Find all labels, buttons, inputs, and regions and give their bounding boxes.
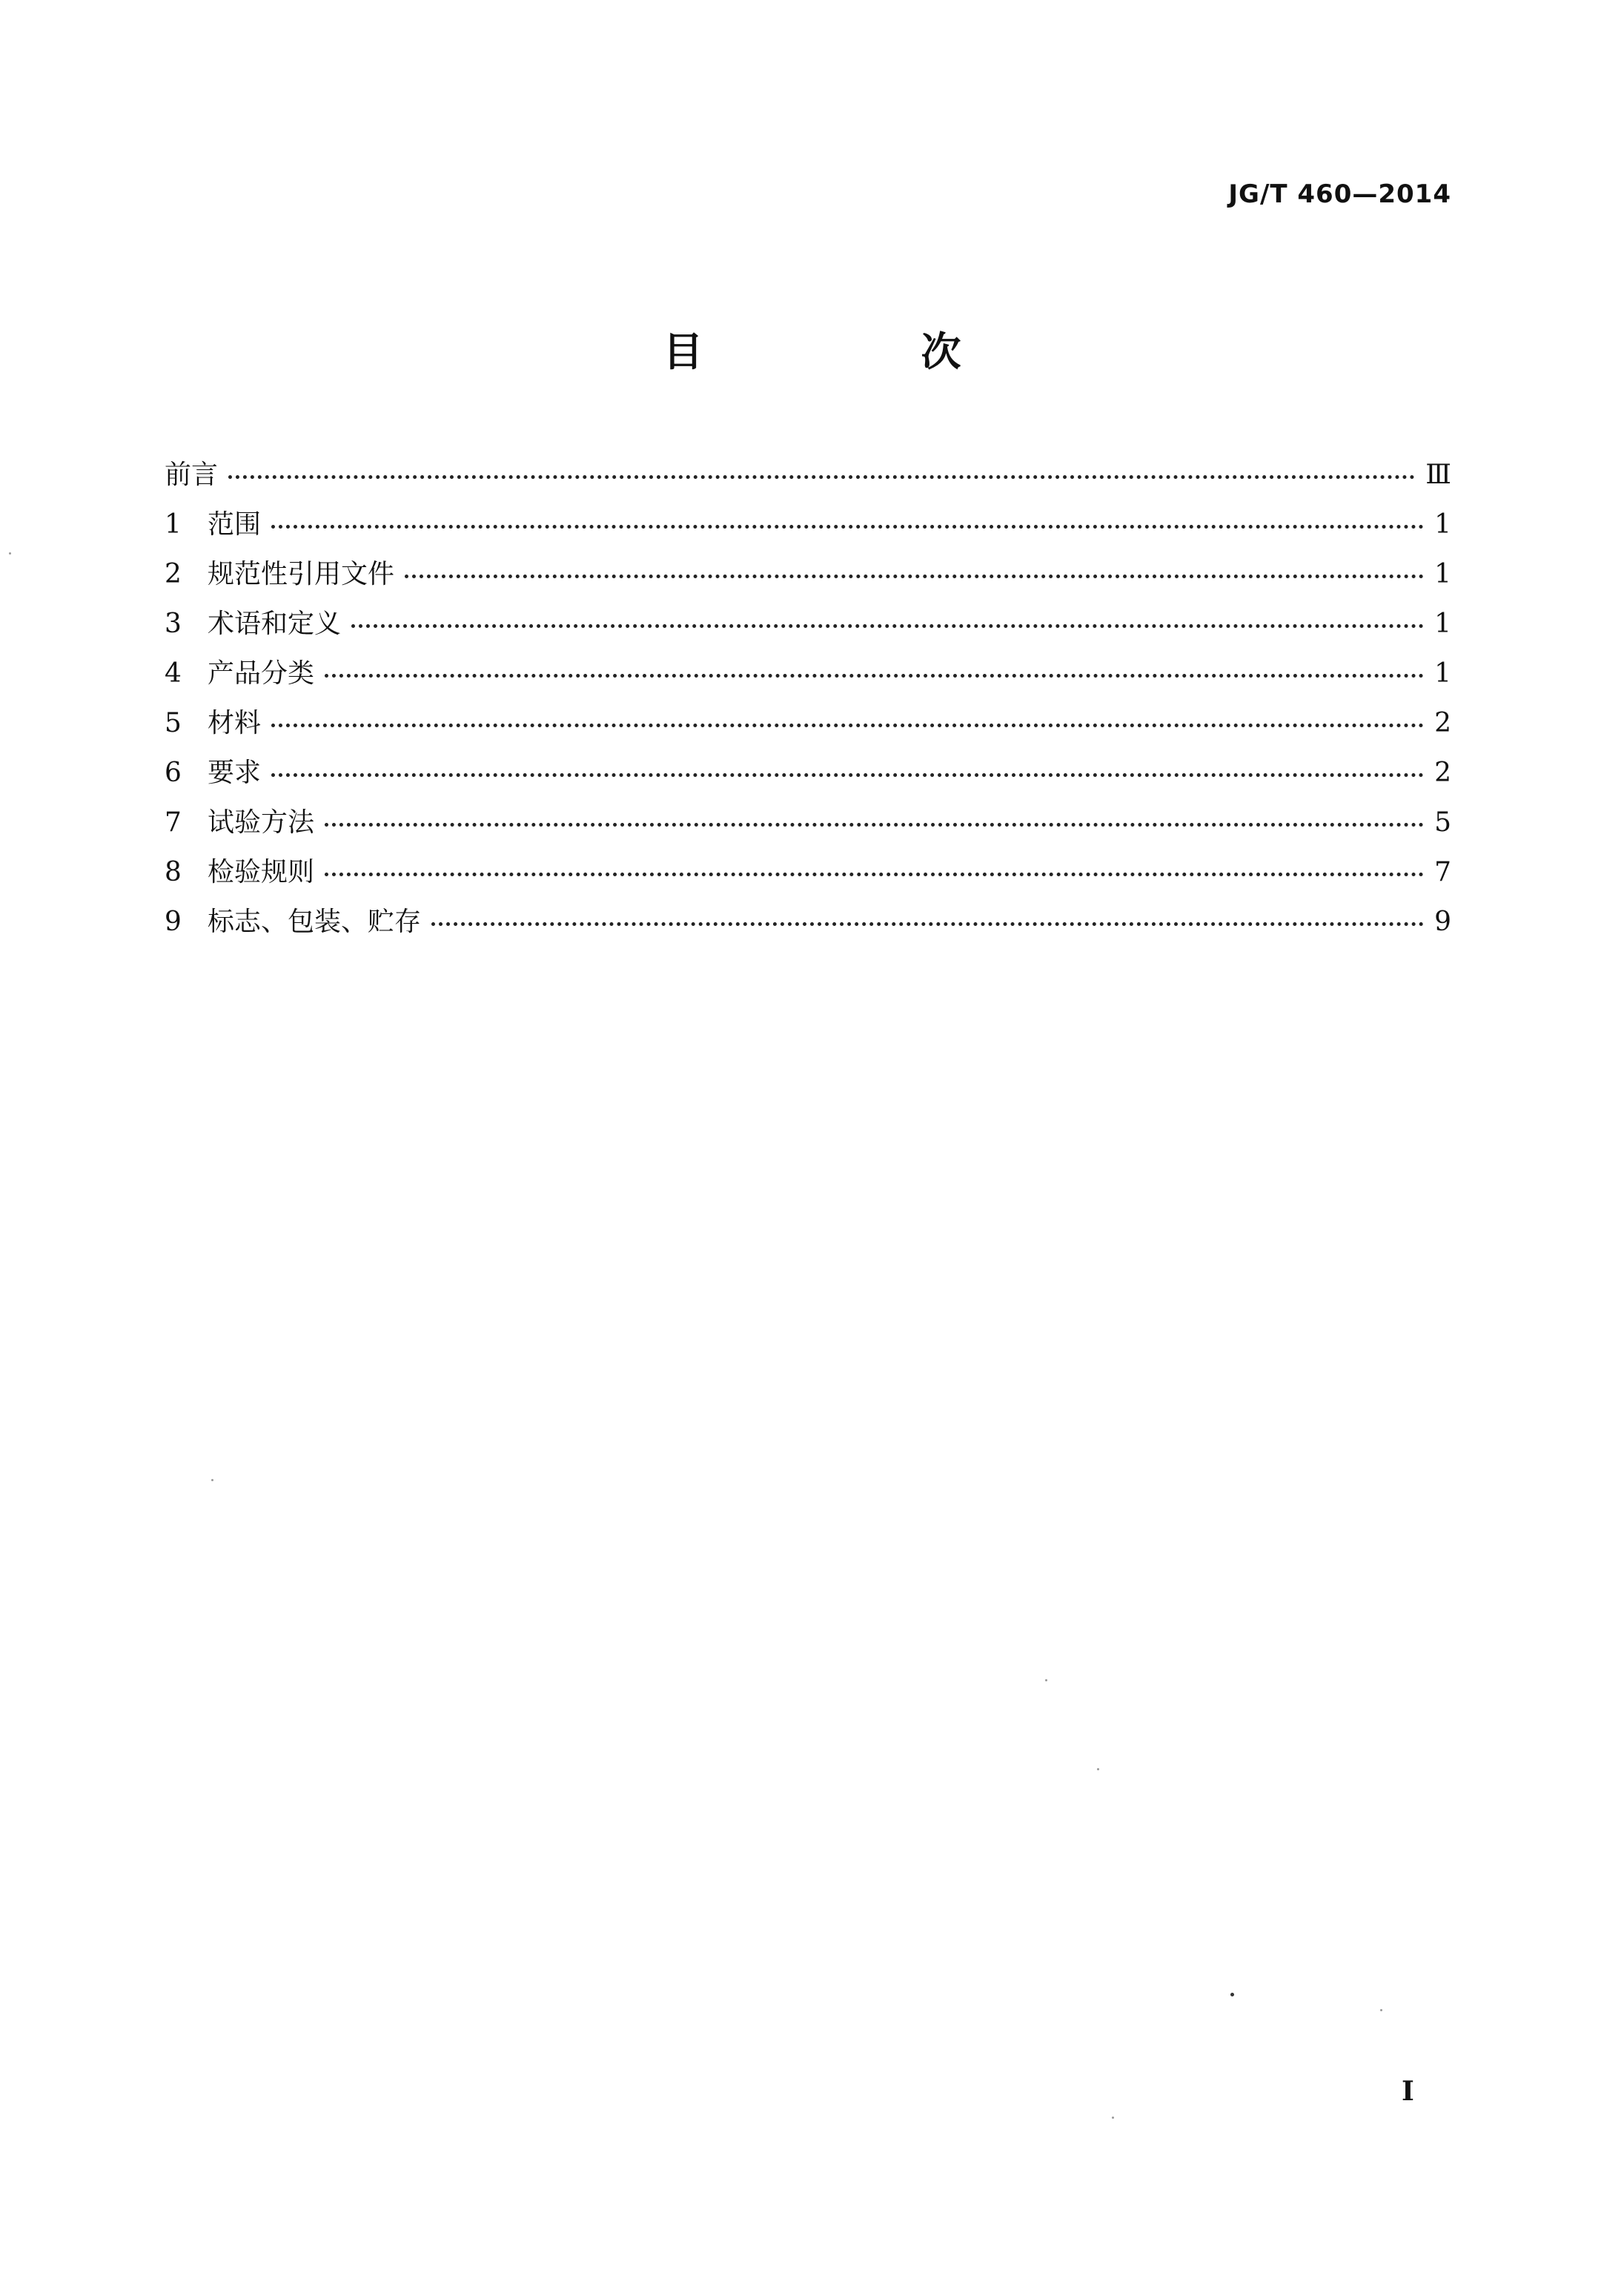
toc-entry-page: 1 <box>1434 559 1451 589</box>
toc-entry-number: 2 <box>165 559 182 589</box>
toc-entry-label: 试验方法 <box>208 807 315 838</box>
toc-entry-scope[interactable] <box>165 500 1451 549</box>
toc-leader-dots <box>431 922 1424 926</box>
table-of-contents <box>165 450 1451 947</box>
toc-entry-number: 1 <box>165 509 182 540</box>
toc-entry-page: 1 <box>1434 509 1451 540</box>
toc-entry-page: 2 <box>1434 708 1451 738</box>
toc-entry-label: 检验规则 <box>208 857 315 887</box>
toc-entry-page: 1 <box>1434 658 1451 689</box>
toc-entry-page: 2 <box>1434 758 1451 788</box>
toc-leader-dots <box>405 575 1424 578</box>
scan-speck <box>9 552 11 555</box>
toc-leader-dots <box>325 873 1424 876</box>
toc-entry-label: 标志、包装、贮存 <box>208 907 422 937</box>
toc-entry-normative-references[interactable] <box>165 549 1451 599</box>
toc-entry-page: 1 <box>1434 609 1451 639</box>
toc-leader-dots <box>271 525 1424 529</box>
toc-entry-label: 术语和定义 <box>208 609 342 639</box>
page-title: 目 次 <box>663 328 1050 375</box>
toc-entry-classification[interactable] <box>165 649 1451 698</box>
toc-entry-page: 7 <box>1434 857 1451 887</box>
toc-entry-label: 要求 <box>208 758 262 788</box>
scan-speck <box>1380 2009 1382 2011</box>
toc-entry-number: 9 <box>165 907 182 937</box>
toc-leader-dots <box>228 475 1415 479</box>
scan-speck <box>211 1479 213 1481</box>
toc-entry-page: Ⅲ <box>1425 460 1451 490</box>
toc-entry-number: 4 <box>165 658 182 689</box>
toc-entry-page: 9 <box>1434 907 1451 937</box>
standard-code: JG/T 460—2014 <box>1228 179 1451 209</box>
toc-entry-number: 5 <box>165 708 182 738</box>
toc-entry-label: 前言 <box>165 460 219 490</box>
toc-entry-materials[interactable] <box>165 698 1451 748</box>
toc-leader-dots <box>271 724 1424 727</box>
toc-entry-test-methods[interactable] <box>165 798 1451 847</box>
toc-entry-label: 范围 <box>208 509 262 540</box>
scan-speck <box>1097 1768 1099 1770</box>
toc-leader-dots <box>351 624 1424 628</box>
toc-entry-number: 7 <box>165 807 182 838</box>
toc-entry-label: 产品分类 <box>208 658 315 689</box>
toc-leader-dots <box>271 773 1424 777</box>
scan-speck <box>1112 2117 1114 2119</box>
scan-speck <box>1230 1993 1234 1996</box>
toc-entry-marking-packaging-storage[interactable] <box>165 897 1451 947</box>
toc-entry-label: 规范性引用文件 <box>208 559 395 589</box>
toc-entry-foreword[interactable] <box>165 450 1451 500</box>
toc-leader-dots <box>325 674 1424 678</box>
toc-entry-page: 5 <box>1434 807 1451 838</box>
toc-entry-terms-definitions[interactable] <box>165 599 1451 649</box>
scan-speck <box>1045 1679 1047 1681</box>
toc-entry-requirements[interactable] <box>165 748 1451 798</box>
toc-entry-label: 材料 <box>208 708 262 738</box>
toc-entry-number: 3 <box>165 609 182 639</box>
toc-entry-number: 6 <box>165 758 182 788</box>
toc-entry-inspection-rules[interactable] <box>165 847 1451 897</box>
toc-entry-number: 8 <box>165 857 182 887</box>
page-number: I <box>1402 2076 1414 2107</box>
toc-leader-dots <box>325 823 1424 827</box>
